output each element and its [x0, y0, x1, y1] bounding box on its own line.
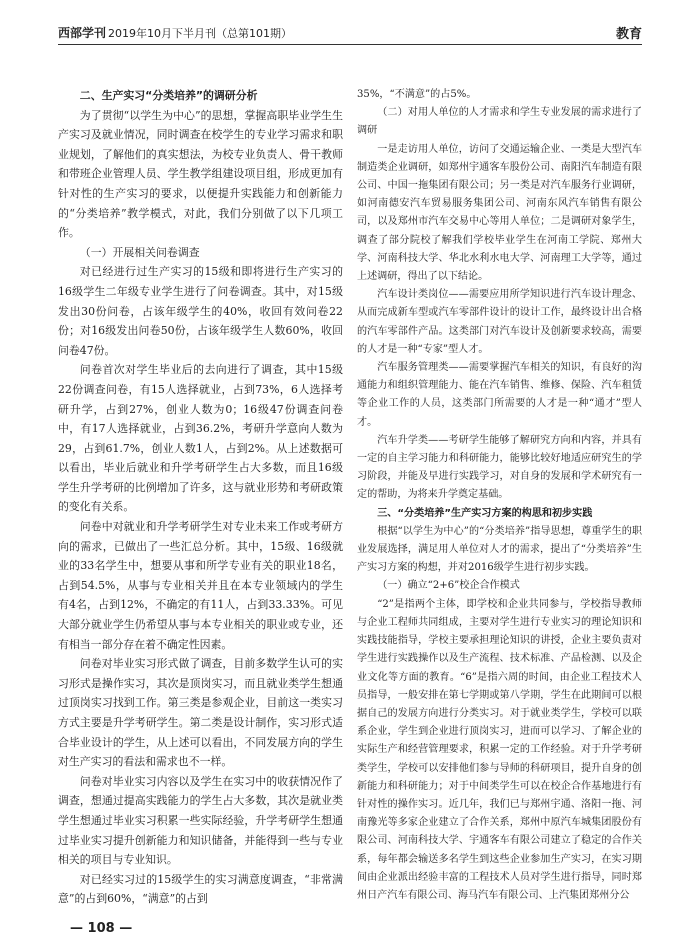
paragraph: 问卷对毕业实习内容以及学生在实习中的收获情况作了调查，想通过提高实践能力的学生占大多数，其次是就业类学生想通过毕业实习积累一些实际经验，升学考研学生想通过毕业实习提升创新能力和知识储备，并能得到一些与专业相关的项目与专业知识。 — [58, 774, 343, 867]
paragraph: 汽车设计类岗位——需要应用所学知识进行汽车设计理念、从而完成新车型或汽车零部件设计的设计工作，最终设计出合格的汽车零部件产品。这类部门对汽车设计及创新要求较高，需要的人才是一种“专家”型人才。 — [357, 289, 642, 355]
subsection-heading-2: （二）对用人单位的人才需求和学生专业发展的需求进行了调研 — [357, 107, 642, 137]
paragraph: 一是走访用人单位，访问了交通运输企业、一类是大型汽车制造类企业调研，如郑州宇通客车股份公司、南阳汽车制造有限公司、中国一拖集团有限公司；另一类是对汽车服务行业调研，如河南德安汽车贸易服务集团公司、河南东风汽车销售有限公司，以及郑州市汽车交易中心等用人单位；二是调研对象学生，调查了部分院校了解我们学校毕业学生在河南工学院、郑州大学、河南科技大学、华北水利水电大学、河南理工大学等，通过上述调研，得出了以下结论。 — [357, 143, 642, 283]
paragraph: 问卷对毕业实习形式做了调查，目前多数学生认可的实习形式是操作实习，其次是顶岗实习，而且就业类学生想通过顶岗实习找到工作。第三类是参观企业，目前这一类实习方式主要是升学考研学生。第二类是设计制作，实习形式适合毕业设计的学生，从上述可以看出，不同发展方向的学生对生产实习的看法和需求也不一样。 — [58, 657, 343, 769]
section-label: 教育 — [615, 27, 642, 42]
paragraph: 对已经进行过生产实习的15级和即将进行生产实习的16级学生二年级专业学生进行了问卷调查。其中，对15级发出30份问卷，占该年级学生的40%，收回有效问卷22份；对16级发出问卷50份，占该年级学生人数60%，收回问卷47份。 — [58, 265, 343, 357]
paragraph: 35%，“不满意”的占5%。 — [357, 89, 477, 100]
paragraph: 问卷首次对学生毕业后的去向进行了调查，其中15级22份调查问卷，有15人选择就业，占到73%，6人选择考研升学，占到27%，创业人数为0；16级47份调查问卷中，有17人选择就业，占到36.2%，考研升学意向人数为29，占到61.7%，创业人数1人，占到2%。从上述数据可以看出，毕业后就业和升学考研学生占大多数，而且16级学生升学考研的比例增加了许多，这与就业形势和考研政策的变化有关系。 — [58, 363, 343, 514]
paragraph: 汽车升学类——考研学生能够了解研究方向和内容，并具有一定的自主学习能力和科研能力，能够比较好地适应研究生的学习阶段，并能及早进行实践学习，对自身的发展和学术研究有一定的帮助，为将来升学奠定基础。 — [357, 434, 642, 501]
journal-issue: 2019年10月下半月刊（总第101期） — [108, 27, 293, 40]
paragraph: 问卷中对就业和升学考研学生对专业未来工作或考研方向的需求，已做出了一些汇总分析。其中，15级、16级就业的33名学生中，想要从事和所学专业有关的职业18名，占到54.5%，从事与专业相关并且在本专业领域内的学生有4名，占到12%，不确定的有11人，占到33.33%。可见大部分就业学生仍希望从事与本专业相关的职业或专业，还有相当一部分存在着不确定性因素。 — [58, 520, 343, 651]
paragraph: “2”是指两个主体，即学校和企业共同参与，学校指导教师与企业工程师共同组成，主要对学生进行专业实习的理论知识和实践技能指导，学校主要承担理论知识的讲授，企业主要负责对学生进行实践操作以及生产流程、技术标准、产品检测、以及企业文化等方面的教育。“6”是指六周的时间，由企业工程技术人员指导，一般安排在第七学期或第八学期，学生在此期间可以根据自己的发展方向进行分类实习。对于就业类学生，学校可以联系企业，学生到企业进行顶岗实习，进而可以学习、了解企业的实际生产和经营管理要求，积累一定的工作经验。对于升学考研类学生，学校可以安排他们参与导师的科研项目，提升自身的创新能力和科研能力；对于中间类学生可以在校企合作基地进行有针对性的操作实习。近几年，我们已与郑州宇通、洛阳一拖、河南豫光等多家企业建立了合作关系，郑州中原汽车城集团股份有限公司、河南科技大学、宇通客车有限公司建立了稳定的合作关系，每年都会输送多名学生到这些企业参加生产实习，在实习期间由企业派出经验丰富的工程技术人员对学生进行指导，同时郑州日产汽车有限公司、海马汽车有限公司、上汽集团郑州分公 — [357, 598, 642, 901]
page-header — [58, 20, 642, 45]
paragraph: 汽车服务管理类——需要掌握汽车相关的知识，有良好的沟通能力和组织管理能力、能在汽车销售、维修、保险、汽车租赁等企业工作的人员，这类部门所需要的人才是一种“通才”型人才。 — [357, 362, 642, 428]
paragraph: 对已经实习过的15级学生的实习满意度调查，“非常满意”的占到60%，“满意”的占到 — [58, 872, 343, 906]
right-column — [357, 86, 642, 905]
subsection-heading-1: （一）开展相关问卷调查 — [79, 245, 200, 259]
journal-title — [58, 24, 292, 41]
subsection-heading-3: （一）确立“2+6”校企合作模式 — [377, 580, 520, 592]
journal-name: 西部学刊 — [58, 26, 107, 40]
paragraph: 为了贯彻“以学生为中心”的思想，掌握高职毕业学生生产实习及就业情况，同时调查在校学生的专业学习需求和职业规划，了解他们的真实想法，为校专业负责人、骨干教师和带班企业管理人员、学生教学组建设项目组，形成更加有针对性的生产实习的要求，以便提升实践能力和创新能力的“分类培养”教学模式，对此，我们分别做了以下几项工作。 — [58, 108, 343, 240]
section-heading-3: 三、“分类培养”生产实习方案的构思和初步实践 — [377, 507, 593, 519]
left-column — [58, 86, 343, 909]
section-heading-2: 二、生产实习“分类培养”的调研分析 — [79, 89, 258, 102]
page-number: — 108 — — [70, 921, 133, 936]
paragraph: 根据“以学生为中心”的“分类培养”指导思想，尊重学生的职业发展选择，满足用人单位对人才的需求，提出了“分类培养”生产实习方案的构想，并对2016级学生进行初步实践。 — [357, 525, 642, 574]
